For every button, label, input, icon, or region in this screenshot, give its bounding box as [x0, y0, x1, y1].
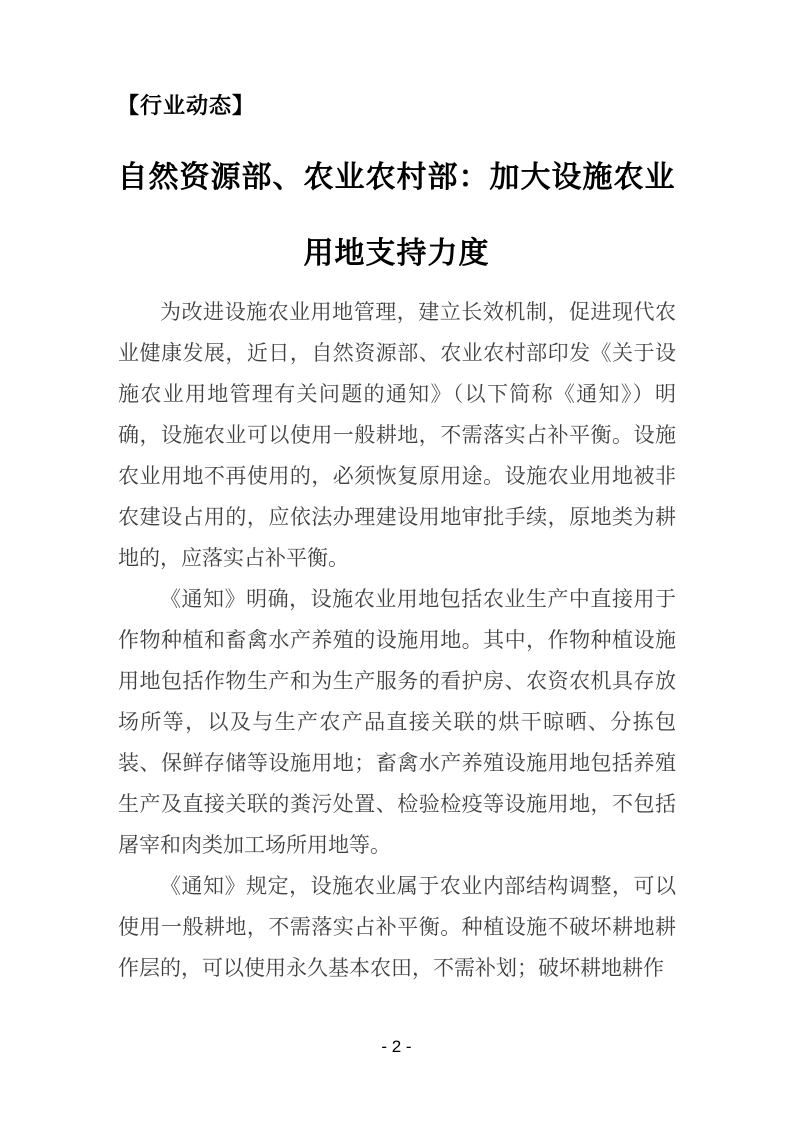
section-tag: 【行业动态】	[117, 93, 256, 118]
document-body	[118, 292, 676, 989]
paragraph-3: 《通知》规定，设施农业属于农业内部结构调整，可以使用一般耕地，不需落实占补平衡。种植设施不破坏耕地耕作层的，可以使用永久基本农田，不需补划；破坏耕地耕作	[118, 874, 676, 980]
page-title	[60, 140, 733, 292]
page-number: - 2 -	[381, 1037, 412, 1056]
paragraph-1: 为改进设施农业用地管理，建立长效机制，促进现代农业健康发展，近日，自然资源部、农业农村部印发《关于设施农业用地管理有关问题的通知》（以下简称《通知》）明确，设施农业可以使用一般耕地，不需落实占补平衡。设施农业用地不再使用的，必须恢复原用途。设施农业用地被非农建设占用的，应依法办理建设用地审批手续，原地类为耕地的，应落实占补平衡。	[118, 300, 676, 570]
page-title-line-1: 自然资源部、农业农村部：加大设施农业	[117, 161, 676, 194]
paragraph-2: 《通知》明确，设施农业用地包括农业生产中直接用于作物种植和畜禽水产养殖的设施用地。其中，作物种植设施用地包括作物生产和为生产服务的看护房、农资农机具存放场所等，以及与生产农产品直接关联的烘干晾晒、分拣包装、保鲜存储等设施用地；畜禽水产养殖设施用地包括养殖生产及直接关联的粪污处置、检验检疫等设施用地，不包括屠宰和肉类加工场所用地等。	[118, 587, 676, 857]
page-title-line-2: 用地支持力度	[303, 237, 490, 270]
